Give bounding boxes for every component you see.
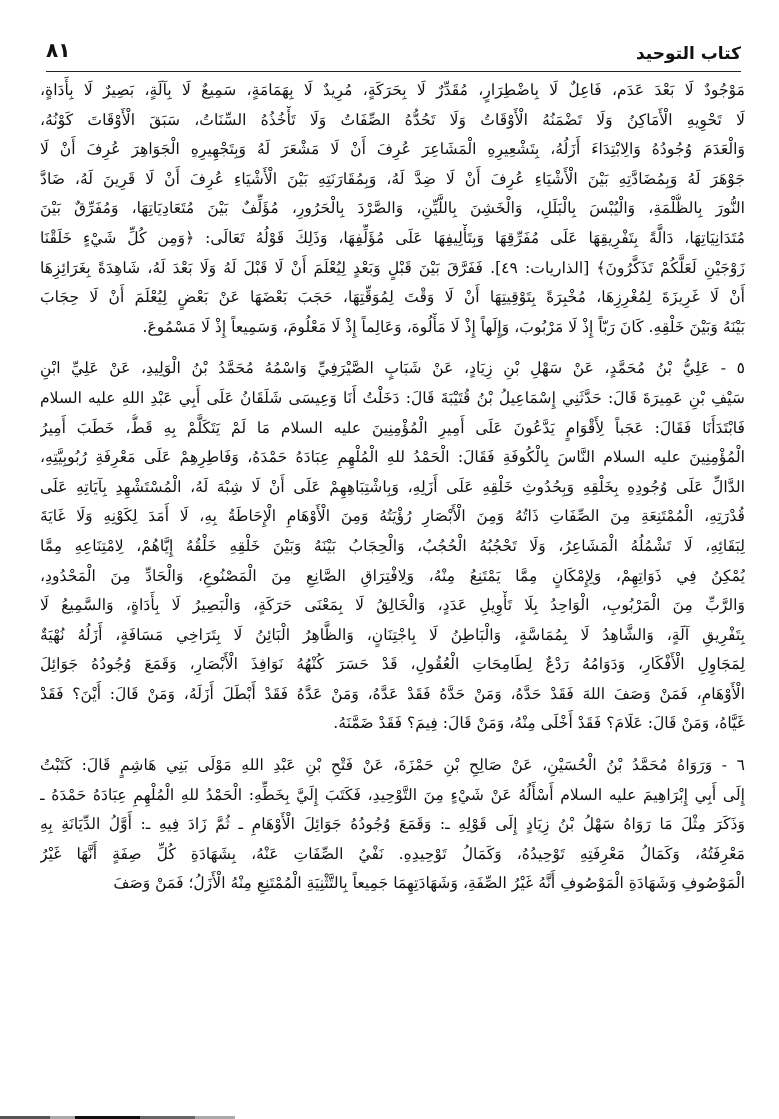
text-line: قُدْرَتِهِ، الْمُمْتَنِعَةِ مِنَ الصِّفَاتِ ذَاتُهُ وَمِنَ الْأَبْصَارِ رُؤْيَتُهُ وَمِنَ الْأَوْهَامِ الْإِحَاطَةُ بِهِ، لَا أَمَدَ لِكَوْنِهِ وَلَا غَايَةَ bbox=[40, 507, 745, 526]
text-line: الدَّالِّ عَلَى وُجُودِهِ بِخَلْقِهِ وَبِحُدُوثِ خَلْقِهِ عَلَى أَزَلِهِ، وَبِاشْتِبَاهِهِمْ عَلَى أَنْ لَا شِبْهَ لَهُ، الْمُسْتَشْهِدِ بِآيَاتِهِ عَلَى bbox=[40, 477, 745, 496]
text-line: غَيَّاهُ، وَمَنْ قَالَ: عَلَامَ؟ فَقَدْ أَخْلَى مِنْهُ، وَمَنْ قَالَ: فِيمَ؟ فَقَدْ ضَمَّنَهُ. bbox=[333, 714, 745, 733]
text-line: سَيْفِ بْنِ عَمِيرَةَ قَالَ: حَدَّثَنِي إِسْمَاعِيلُ بْنُ قُتَيْبَةَ قَالَ: دَخَلْتُ أَنَا وَعِيسَى شَلَقَانُ عَلَى أَبِي عَبْدِ اللهِ عليه السلام bbox=[40, 388, 745, 407]
text-line: لِمَجَاوِلِ الْأَفْكَارِ، وَدَوَامُهُ رَدْعٌ لِطَامِحَاتِ الْعُقُولِ، قَدْ حَسَرَ كُنْهُهُ نَوَافِذَ الْأَبْصَارِ، وَقَمَعَ وُجُودُهُ جَوَائِلَ bbox=[40, 655, 745, 674]
text-line: زَوْجَيْنِ لَعَلَّكُمْ تَذَكَّرُونَ﴾ [الذاريات: ٤٩]. فَفَرَّقَ بَيْنَ قَبْلٍ وَبَعْدٍ لِيُعْلَمَ أَنْ لَا قَبْلَ لَهُ وَلَا بَعْدَ لَهُ، شَاهِدَةً بِغَرَائِزِهَا bbox=[40, 258, 745, 277]
text-line: أَنْ لَا غَرِيزَةَ لِمُغْرِزِهَا، مُخْبِرَةً بِتَوْقِيتِهَا أَنْ لَا وَقْتَ لِمُوَقِّتِهَا، حَجَبَ بَعْضَهَا عَنْ بَعْضٍ لِيُعْلَمَ أَنْ لَا حِجَابَ bbox=[40, 288, 745, 307]
text-line: بَيْنَهُ وَبَيْنَ خَلْقِهِ. كَانَ رَبّاً إِذْ لَا مَرْبُوبَ، وَإِلَهاً إِذْ لَا مَأْلُوهَ، وَعَالِماً إِذْ لَا مَعْلُومَ، وَسَمِيعاً إِذْ لَا مَسْمُوعَ. bbox=[142, 317, 745, 336]
text-line: وَالْعَدَمَ وُجُودُهُ وَالِابْتِدَاءَ أَزَلُهُ، بِتَشْعِيرِهِ الْمَشَاعِرَ عُرِفَ أَنْ لَا مَشْعَرَ لَهُ وَبِتَجْهِيرِهِ الْجَوَاهِرَ عُرِفَ أَنْ لَا bbox=[40, 140, 745, 159]
text-line: مُتَدَانِيَاتِهَا، دَالَّةً بِتَفْرِيقِهَا عَلَى مُفَرِّقِهَا وَبِتَأْلِيفِهَا عَلَى مُؤَلِّفِهَا، وَذَلِكَ قَوْلُهُ تَعَالَى: ﴿وَمِن كُلِّ شَيْءٍ خَلَقْنَا bbox=[40, 228, 745, 247]
text-line: ٦ - وَرَوَاهُ مُحَمَّدُ بْنُ الْحُسَيْنِ، عَنْ صَالِحِ بْنِ حَمْزَةَ، عَنْ فَتْحِ بْنِ عَبْدِ اللهِ مَوْلَى بَنِي هَاشِمٍ قَالَ: كَتَبْتُ bbox=[40, 756, 745, 775]
paragraph bbox=[40, 751, 745, 899]
text-line: يُمْكِنُ فِي ذَوَاتِهِمْ، وَلِإِمْكَانٍ مِمَّا يَمْتَنِعُ مِنْهُ، وَلِافْتِرَاقِ الصَّانِعِ مِنَ الْمَصْنُوعِ، وَالْحَادِّ مِنَ الْمَحْدُودِ، bbox=[40, 566, 745, 585]
paragraph-gap bbox=[40, 739, 745, 751]
text-line: بِتَفْرِيقِ آلَةٍ، وَالشَّاهِدُ لَا بِمُمَاسَّةٍ، وَالْبَاطِنُ لَا بِاجْتِنَانٍ، وَالظَّاهِرُ الْبَائِنُ لَا بِتَرَاخِي مَسَافَةٍ، أَزَلُهُ نُهْيَةٌ bbox=[40, 625, 745, 644]
text-line: الْمَوْصُوفِ وَشَهَادَةِ الْمَوْصُوفِ أَنَّهُ غَيْرُ الصِّفَةِ، وَشَهَادَتِهِمَا جَمِيعاً بِالتَّثْنِيَةِ الْمُمْتَنِعِ مِنْهُ الْأَزَلُ؛ فَمَنْ وَصَفَ bbox=[113, 874, 745, 893]
text-line: جَوْهَرَ لَهُ وَبِمُضَادَّتِهِ بَيْنَ الْأَشْيَاءِ عُرِفَ أَنْ لَا ضِدَّ لَهُ، وَبِمُقَارَنَتِهِ بَيْنَ الْأَشْيَاءِ عُرِفَ أَنْ لَا قَرِينَ لَهُ، ضَادَّ bbox=[40, 169, 745, 188]
text-line: الْمُؤْمِنِينَ عليه السلام النَّاسَ بِالْكُوفَةِ فَقَالَ: الْحَمْدُ للهِ الْمُلْهِمِ عِبَادَهُ حَمْدَهُ، وَفَاطِرِهِمْ عَلَى مَعْرِفَةِ رُبُوبِيَّتِهِ، bbox=[40, 448, 745, 467]
text-line: فَابْتَدَأَنَا فَقَالَ: عَجَباً لِأَقْوَامٍ يَدَّعُونَ عَلَى أَمِيرِ الْمُؤْمِنِينَ عليه السلام مَا لَمْ يَتَكَلَّمْ بِهِ قَطُّ، خَطَبَ أَمِيرُ bbox=[40, 418, 745, 437]
text-line: النُّورَ بِالظُّلْمَةِ، وَالْيُبْسَ بِالْبَلَلِ، وَالْخَشِنَ بِاللَّيِّنِ، وَالصَّرْدَ بِالْحَرُورِ، مُؤَلِّفٌ بَيْنَ مُتَعَادِيَاتِهَا، وَمُفَرِّقٌ بَيْنَ bbox=[40, 199, 745, 218]
paragraph bbox=[40, 354, 745, 739]
text-line: إِلَى أَبِي إِبْرَاهِيمَ عليه السلام أَسْأَلُهُ عَنْ شَيْءٍ مِنَ التَّوْحِيدِ، فَكَتَبَ إِلَيَّ بِخَطِّهِ: الْحَمْدُ للهِ الْمُلْهِمِ عِبَادَهُ حَمْدَهُ ـ bbox=[40, 785, 745, 804]
body-text bbox=[40, 76, 745, 899]
header-rule bbox=[46, 71, 741, 72]
text-line: لِبَقَائِهِ، لَا تَشْمُلُهُ الْمَشَاعِرُ، وَلَا تَحْجُبُهُ الْحُجُبُ، وَالْحِجَابُ بَيْنَهُ وَبَيْنَ خَلْقِهِ خَلْقُهُ إِيَّاهُمْ، لِامْتِنَاعِهِ مِمَّا bbox=[40, 536, 745, 555]
paragraph-gap bbox=[40, 342, 745, 354]
text-line: ٥ - عَلِيُّ بْنُ مُحَمَّدٍ، عَنْ سَهْلِ بْنِ زِيَادٍ، عَنْ شَبَابٍ الصَّيْرَفِيِّ وَاسْمُهُ مُحَمَّدُ بْنُ الْوَلِيدِ، عَنْ عَلِيِّ ابْنِ bbox=[40, 359, 745, 378]
page-number: ٨١ bbox=[46, 38, 71, 62]
text-line: لَا تَحْوِيهِ الْأَمَاكِنُ وَلَا تَضْمَنُهُ الْأَوْقَاتُ وَلَا تَحُدُّهُ الصِّفَاتُ وَلَا تَأْخُذُهُ السِّنَاتُ، سَبَقَ الْأَوْقَاتَ كَوْنُهُ، bbox=[40, 110, 745, 129]
text-line: الْأَوْهَامِ، فَمَنْ وَصَفَ اللهَ فَقَدْ حَدَّهُ، وَمَنْ حَدَّهُ فَقَدْ عَدَّهُ، وَمَنْ عَدَّهُ فَقَدْ أَبْطَلَ أَزَلَهُ، وَمَنْ قَالَ: أَيْنَ؟ فَقَدْ bbox=[40, 684, 745, 703]
text-line: مَعْرِفَتُهُ، وَكَمَالُ مَعْرِفَتِهِ تَوْحِيدُهُ، وَكَمَالُ تَوْحِيدِهِ. نَفْيُ الصِّفَاتِ عَنْهُ، بِشَهَادَةِ كُلِّ صِفَةٍ أَنَّهَا غَيْرُ bbox=[40, 844, 745, 863]
running-title: كتاب التوحيد bbox=[635, 44, 741, 64]
text-line: مَوْجُودٌ لَا بَعْدَ عَدَم، فَاعِلٌ لَا بِاضْطِرَارٍ، مُقَدِّرٌ لَا بِحَرَكَةٍ، مُرِيدٌ لَا بِهَمَامَةٍ، سَمِيعٌ لَا بِآلَةٍ، بَصِيرٌ لَا بِأَدَاةٍ، bbox=[40, 81, 745, 99]
paragraph bbox=[40, 76, 745, 342]
text-line: وَذَكَرَ مِثْلَ مَا رَوَاهُ سَهْلُ بْنُ زِيَادٍ إِلَى قَوْلِهِ ـ: وَقَمَعَ وُجُودُهُ جَوَائِلَ الْأَوْهَامِ ـ ثُمَّ زَادَ فِيهِ ـ: أَوَّلُ الدِّيَانَةِ بِهِ bbox=[40, 815, 745, 834]
text-line: وَالرَّبِّ مِنَ الْمَرْبُوبِ، الْوَاحِدُ بِلَا تَأْوِيلِ عَدَدٍ، وَالْخَالِقُ لَا بِمَعْنَى حَرَكَةٍ، وَالْبَصِيرُ لَا بِأَدَاةٍ، وَالسَّمِيعُ لَا bbox=[40, 596, 745, 615]
